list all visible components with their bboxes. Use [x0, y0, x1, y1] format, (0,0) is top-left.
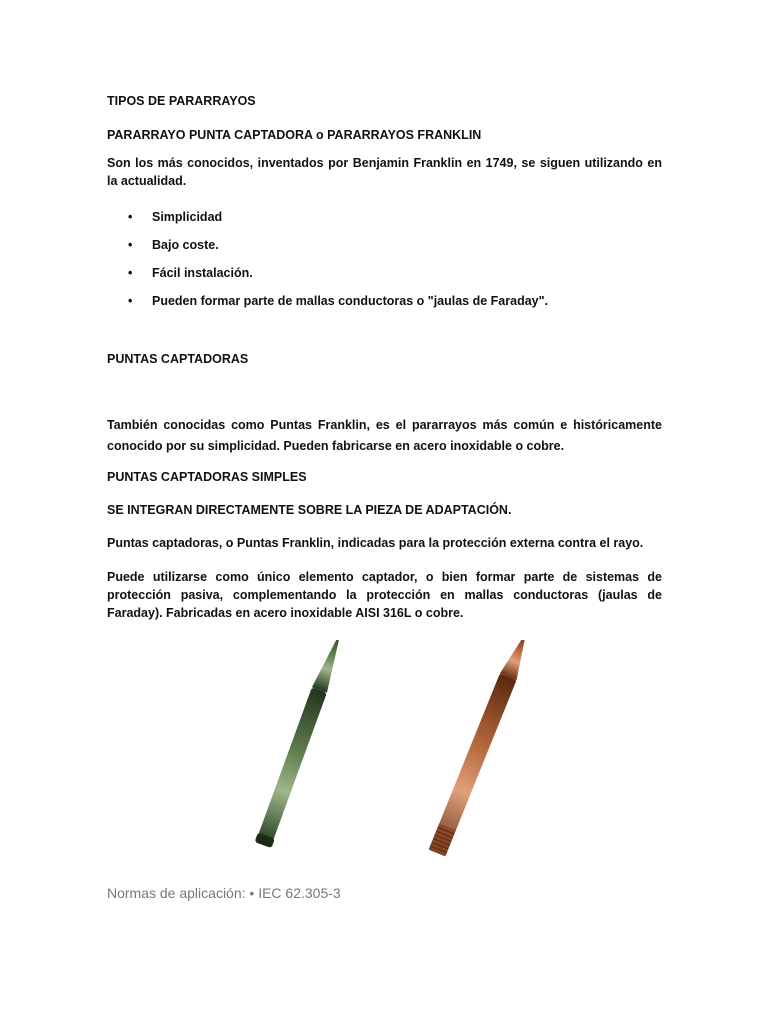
bullet-item: [128, 264, 253, 282]
section2-title: PUNTAS CAPTADORAS: [107, 352, 249, 366]
section3-text2: Puede utilizarse como único elemento captador, o bien formar parte de sistemas de protección pasiva, complementando la protección en mallas conductoras (jaulas de Faraday). Fabricadas en acero inoxidable AISI 316L o cobre.: [107, 570, 662, 620]
main-heading: TIPOS DE PARARRAYOS: [107, 94, 256, 108]
bullet-text: Bajo coste.: [152, 238, 219, 252]
bullet-icon: •: [128, 210, 133, 224]
bullet-icon: •: [128, 266, 133, 280]
copper-rod: [429, 640, 535, 856]
section3-subtitle: SE INTEGRAN DIRECTAMENTE SOBRE LA PIEZA DE ADAPTACIÓN.: [107, 503, 512, 517]
section3-title: PUNTAS CAPTADORAS SIMPLES: [107, 470, 307, 484]
section3-text1: Puntas captadoras, o Puntas Franklin, indicadas para la protección externa contra el rayo.: [107, 536, 644, 550]
bullet-item: [128, 236, 219, 254]
bullet-text: Fácil instalación.: [152, 266, 253, 280]
steel-rod: [255, 640, 350, 848]
bullet-text: Simplicidad: [152, 210, 223, 224]
section1-text: Son los más conocidos, inventados por Benjamin Franklin en 1749, se siguen utilizando en la actualidad.: [107, 156, 662, 188]
section1-title: PARARRAYO PUNTA CAPTADORA o PARARRAYOS FRANKLIN: [107, 128, 482, 142]
footer-note: Normas de aplicación: • IEC 62.305-3: [107, 885, 341, 901]
bullet-item: [128, 292, 548, 310]
bullet-icon: •: [128, 294, 133, 308]
bullet-icon: •: [128, 238, 133, 252]
bullet-text: Pueden formar parte de mallas conductoras o "jaulas de Faraday".: [152, 294, 549, 308]
section2-text: También conocidas como Puntas Franklin, es el pararrayos más común e históricamente conocido por su simplicidad. Pueden fabricarse en acero inoxidable o cobre.: [107, 418, 662, 453]
bullet-item: [128, 208, 222, 226]
lightning-rods-image: [230, 640, 570, 870]
